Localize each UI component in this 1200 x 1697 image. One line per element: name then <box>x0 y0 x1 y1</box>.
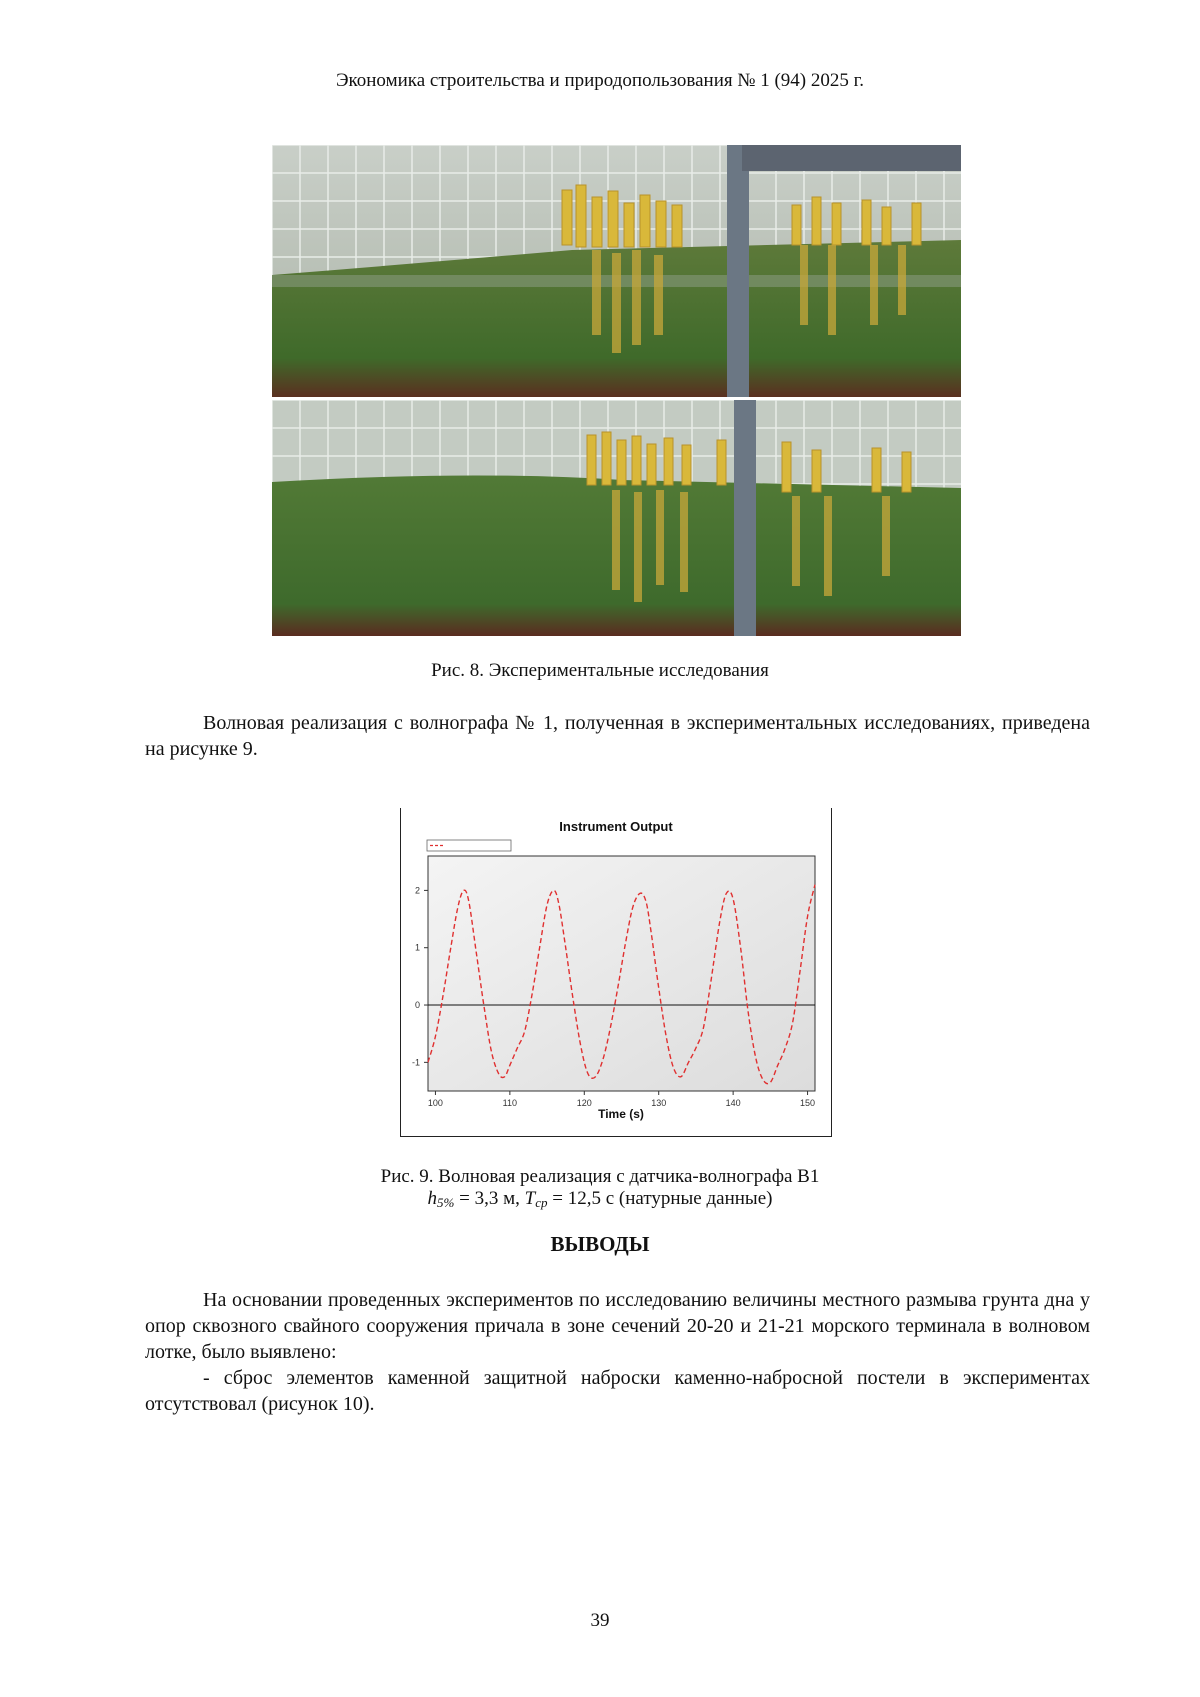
figure8-caption: Рис. 8. Экспериментальные исследования <box>431 660 769 681</box>
conclusions-body <box>145 1287 1090 1417</box>
x-tick-label: 140 <box>725 1098 741 1108</box>
conclusions-heading: ВЫВОДЫ <box>550 1232 650 1256</box>
experiment-photo-top <box>272 145 961 397</box>
h-subscript: 5% <box>437 1195 455 1210</box>
t-subscript: ср <box>535 1195 548 1210</box>
figure9-caption-line1: Рис. 9. Волновая реализация с датчика-волнографа В1 <box>380 1166 820 1187</box>
x-tick-label: 110 <box>502 1098 518 1108</box>
h-value: = 3,3 м, <box>454 1188 525 1209</box>
chart-svg <box>400 808 832 1137</box>
experiment-photo-bottom <box>272 400 961 636</box>
figure9-caption <box>0 1166 1200 1211</box>
conclusions-paragraph: На основании проведенных экспериментов по исследованию величины местного размыва грунта дна у опор сквозного свайного сооружения причала в зоне сечений 20-20 и 21-21 морского терминала в волновом лотке, было выявлено: <box>145 1289 1090 1363</box>
y-tick-label: 1 <box>414 942 420 953</box>
paragraph-text: Волновая реализация с волнографа № 1, полученная в экспериментальных исследованиях, приведена на рисунке 9. <box>145 712 1090 760</box>
paragraph-wave-realization <box>145 710 1090 762</box>
x-tick-label: 150 <box>800 1098 816 1108</box>
plot-area <box>428 856 815 1091</box>
figure9-caption-line2 <box>0 1188 1200 1211</box>
conclusions-bullet: - сброс элементов каменной защитной наброски каменно-набросной постели в экспериментах отсутствовал (рисунок 10). <box>145 1367 1090 1415</box>
x-tick-label: 130 <box>651 1098 667 1108</box>
t-value: = 12,5 с (натурные данные) <box>547 1188 773 1209</box>
journal-header: Экономика строительства и природопользования № 1 (94) 2025 г. <box>335 70 865 91</box>
h-symbol: h <box>427 1188 438 1209</box>
x-axis-label: Time (s) <box>598 1107 644 1121</box>
chart-title: Instrument Output <box>559 819 673 834</box>
t-symbol: T <box>524 1188 536 1209</box>
instrument-output-chart <box>400 808 832 1137</box>
y-tick-label: 2 <box>414 885 420 896</box>
page-number: 39 <box>590 1610 610 1631</box>
y-tick-label: -1 <box>411 1057 420 1068</box>
chart-legend <box>427 840 511 851</box>
x-tick-label: 100 <box>427 1098 443 1108</box>
x-tick-label: 120 <box>576 1098 592 1108</box>
y-tick-label: 0 <box>414 1000 420 1011</box>
